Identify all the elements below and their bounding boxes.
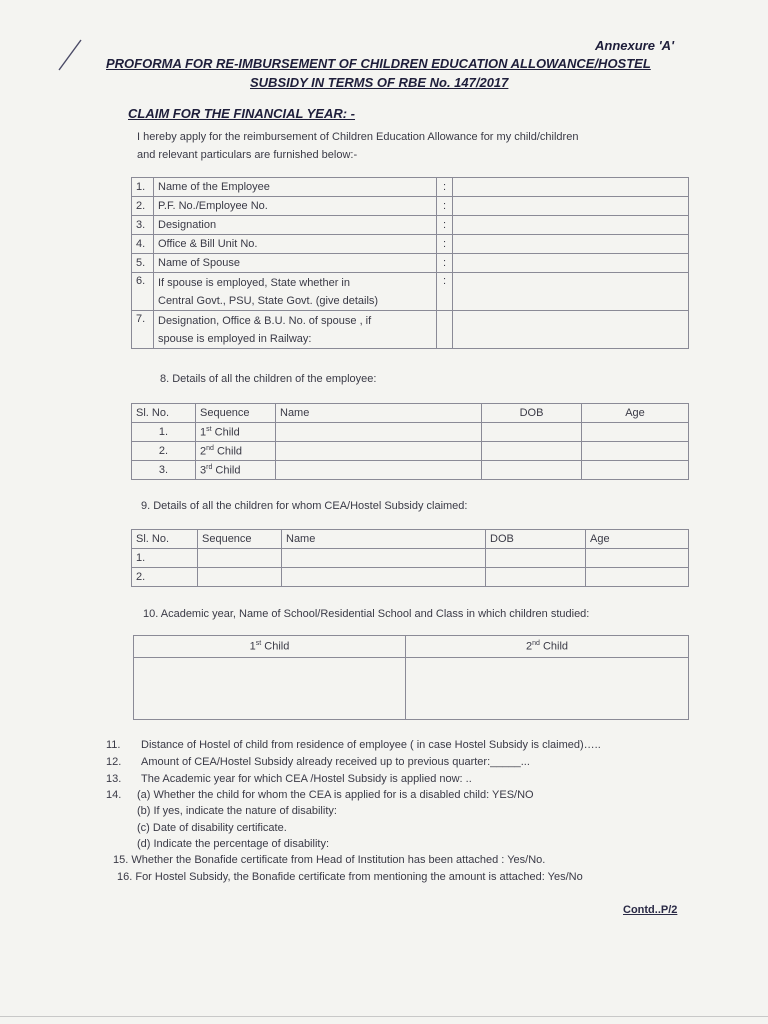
value-cell[interactable] — [453, 235, 689, 254]
claimed-children-table — [131, 529, 689, 587]
field-separator — [437, 311, 453, 349]
table-row — [132, 423, 689, 442]
name-cell[interactable] — [276, 442, 482, 461]
table-row — [132, 273, 689, 311]
field-separator: : — [437, 254, 453, 273]
row-number: 4. — [132, 235, 154, 254]
children-table — [131, 403, 689, 480]
field-separator: : — [437, 197, 453, 216]
field-separator: : — [437, 216, 453, 235]
age-cell[interactable] — [582, 423, 689, 442]
col-header-sequence: Sequence — [196, 404, 276, 423]
seq-suffix: rd — [206, 463, 213, 471]
table-header-row — [132, 404, 689, 423]
intro-line2: and relevant particulars are furnished below:- — [137, 149, 358, 161]
item-14b-text: (b) If yes, indicate the nature of disability: — [137, 805, 337, 817]
value-cell[interactable] — [453, 178, 689, 197]
item-number: 12. — [106, 756, 122, 768]
value-cell[interactable] — [453, 216, 689, 235]
name-cell[interactable] — [276, 461, 482, 480]
item-11-text: Distance of Hostel of child from residence of employee ( in case Hostel Subsidy is claimed)….. — [141, 739, 601, 751]
age-cell[interactable] — [586, 568, 689, 587]
employee-details-table — [131, 177, 689, 349]
value-cell[interactable] — [453, 254, 689, 273]
item-13-text: The Academic year for which CEA /Hostel Subsidy is applied now: .. — [141, 773, 472, 785]
seq-number: 3 — [200, 464, 207, 477]
slno-cell: 3. — [132, 461, 196, 480]
page-edge-divider — [0, 1016, 768, 1017]
seq-suffix: nd — [206, 444, 214, 452]
child-word: Child — [542, 640, 569, 653]
child-suffix: nd — [532, 640, 540, 648]
name-cell[interactable] — [282, 549, 486, 568]
item-15-text: 15. Whether the Bonafide certificate from Head of Institution has been attached : Yes/No. — [113, 854, 546, 866]
section10-heading: 10. Academic year, Name of School/Residential School and Class in which children studied: — [143, 608, 590, 620]
seq-number: 1 — [200, 426, 207, 439]
field-label: Office & Bill Unit No. — [154, 235, 437, 254]
slno-cell: 2. — [132, 568, 198, 587]
value-cell[interactable] — [453, 311, 689, 349]
name-cell[interactable] — [282, 568, 486, 587]
field-label-line: Central Govt., PSU, State Govt. (give details) — [158, 294, 379, 307]
col-header-slno: Sl. No. — [132, 404, 196, 423]
field-label — [154, 311, 437, 349]
name-cell[interactable] — [276, 423, 482, 442]
continued-label: Contd..P/2 — [623, 904, 678, 916]
col-header-name: Name — [276, 404, 482, 423]
seq-word: Child — [216, 445, 243, 458]
row-number: 2. — [132, 197, 154, 216]
table-header-row — [132, 530, 689, 549]
col-header-sequence: Sequence — [198, 530, 282, 549]
sequence-cell[interactable] — [198, 568, 282, 587]
item-16-text: 16. For Hostel Subsidy, the Bonafide certificate from mentioning the amount is attached: Yes/No — [117, 871, 583, 883]
field-separator: : — [437, 235, 453, 254]
field-separator: : — [437, 178, 453, 197]
claim-title: CLAIM FOR THE FINANCIAL YEAR: - — [128, 106, 356, 121]
field-label — [154, 273, 437, 311]
table-header-row — [134, 636, 689, 658]
field-label: Name of Spouse — [154, 254, 437, 273]
sequence-cell — [196, 461, 276, 480]
item-number: 11. — [106, 739, 121, 751]
sequence-cell[interactable] — [198, 549, 282, 568]
item-14d-text: (d) Indicate the percentage of disability: — [137, 838, 330, 850]
first-child-details-cell[interactable] — [134, 658, 406, 720]
intro-line1: I hereby apply for the reimbursement of Children Education Allowance for my child/children — [137, 131, 579, 143]
table-row — [132, 178, 689, 197]
dob-cell[interactable] — [482, 423, 582, 442]
table-row — [132, 197, 689, 216]
col-header-name: Name — [282, 530, 486, 549]
field-label: Name of the Employee — [154, 178, 437, 197]
child-word: Child — [264, 640, 290, 653]
age-cell[interactable] — [582, 461, 689, 480]
slno-cell: 1. — [132, 423, 196, 442]
sequence-cell — [196, 423, 276, 442]
col-header-dob: DOB — [486, 530, 586, 549]
dob-cell[interactable] — [482, 461, 582, 480]
table-row — [132, 216, 689, 235]
table-row — [132, 442, 689, 461]
col-header-first-child — [134, 636, 406, 658]
slno-cell: 2. — [132, 442, 196, 461]
second-child-details-cell[interactable] — [406, 658, 689, 720]
age-cell[interactable] — [582, 442, 689, 461]
slno-cell: 1. — [132, 549, 198, 568]
seq-suffix: st — [206, 425, 212, 433]
form-title-line1: PROFORMA FOR RE-IMBURSEMENT OF CHILDREN EDUCATION ALLOWANCE/HOSTEL — [106, 56, 651, 71]
seq-word: Child — [215, 464, 241, 477]
section8-heading: 8. Details of all the children of the employee: — [160, 373, 377, 385]
row-number: 7. — [132, 311, 154, 349]
row-number: 5. — [132, 254, 154, 273]
form-title-line2: SUBSIDY IN TERMS OF RBE No. 147/2017 — [250, 75, 509, 90]
col-header-age: Age — [586, 530, 689, 549]
col-header-age: Age — [582, 404, 689, 423]
item-14a-text: (a) Whether the child for whom the CEA is applied for is a disabled child: YES/NO — [137, 789, 534, 801]
pen-mark — [55, 38, 85, 74]
field-label: Designation — [154, 216, 437, 235]
col-header-second-child — [406, 636, 689, 658]
table-row — [132, 568, 689, 587]
field-label: P.F. No./Employee No. — [154, 197, 437, 216]
annexure-label: Annexure 'A' — [595, 38, 675, 53]
row-number: 1. — [132, 178, 154, 197]
age-cell[interactable] — [586, 549, 689, 568]
table-row — [132, 235, 689, 254]
dob-cell[interactable] — [486, 549, 586, 568]
item-14c-text: (c) Date of disability certificate. — [137, 822, 287, 834]
item-12-text: Amount of CEA/Hostel Subsidy already received up to previous quarter:_____... — [141, 756, 530, 768]
seq-word: Child — [214, 426, 240, 439]
child-number: 2 — [525, 640, 533, 653]
field-label-line: If spouse is employed, State whether in — [158, 276, 350, 289]
table-row — [134, 658, 689, 720]
col-header-dob: DOB — [482, 404, 582, 423]
table-row — [132, 549, 689, 568]
value-cell[interactable] — [453, 273, 689, 311]
dob-cell[interactable] — [482, 442, 582, 461]
row-number: 3. — [132, 216, 154, 235]
child-suffix: st — [255, 640, 262, 648]
field-label-line: Designation, Office & B.U. No. of spouse , if — [158, 314, 372, 327]
row-number: 6. — [132, 273, 154, 311]
field-label-line: spouse is employed in Railway: — [158, 332, 312, 345]
child-number: 1 — [249, 640, 256, 653]
table-row — [132, 461, 689, 480]
field-separator: : — [437, 273, 453, 311]
item-number: 13. — [106, 773, 122, 785]
seq-number: 2 — [200, 445, 207, 458]
sequence-cell — [196, 442, 276, 461]
academic-details-table — [133, 635, 689, 720]
table-row — [132, 311, 689, 349]
value-cell[interactable] — [453, 197, 689, 216]
table-row — [132, 254, 689, 273]
col-header-slno: Sl. No. — [132, 530, 198, 549]
item-number: 14. — [106, 789, 122, 801]
dob-cell[interactable] — [486, 568, 586, 587]
section9-heading: 9. Details of all the children for whom CEA/Hostel Subsidy claimed: — [141, 500, 468, 512]
